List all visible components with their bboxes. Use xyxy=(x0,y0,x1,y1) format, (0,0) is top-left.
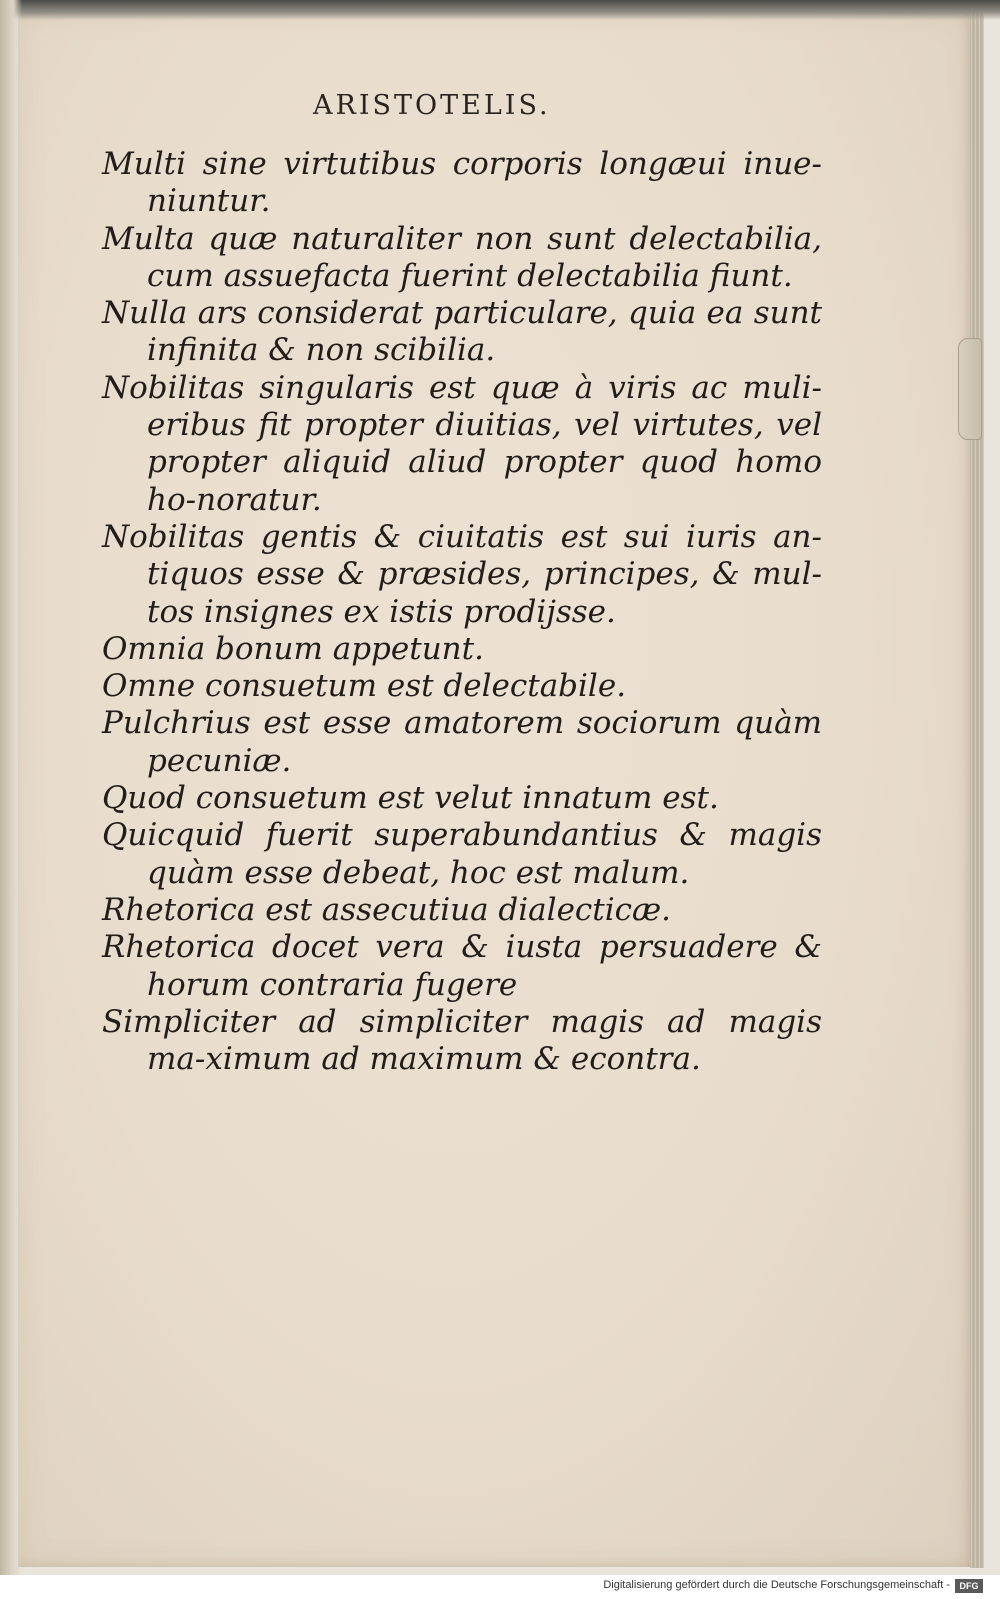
aphorism-entry: Nulla ars considerat particulare, quia ea sunt infinita & non scibilia. xyxy=(102,295,822,369)
page-tab-marker xyxy=(958,338,982,440)
aphorism-list xyxy=(102,146,822,1078)
aphorism-entry: Rhetorica est assecutiua dialecticæ. xyxy=(102,891,672,928)
top-binding-shadow xyxy=(0,0,1000,20)
running-head: ARISTOTELIS. xyxy=(313,90,551,121)
funding-credit: Digitalisierung gefördert durch die Deutsche Forschungsgemeinschaft - xyxy=(603,1579,950,1591)
aphorism-entry: Multi sine virtutibus corporis longæui inue-niuntur. xyxy=(102,146,822,220)
aphorism-entry: Quod consuetum est velut innatum est. xyxy=(102,780,719,817)
aphorism-entry: Multa quæ naturaliter non sunt delectabilia, cum assuefacta fuerint delectabilia fiunt. xyxy=(102,220,822,294)
aphorism-entry: Omne consuetum est delectabile. xyxy=(102,668,627,705)
aphorism-entry: Rhetorica docet vera & iusta persuadere & horum contraria fugere xyxy=(102,929,822,1003)
aphorism-entry: Pulchrius est esse amatorem sociorum quàm pecuniæ. xyxy=(102,705,822,779)
page-edges xyxy=(970,10,984,1568)
aphorism-entry: Nobilitas gentis & ciuitatis est sui iuris an-tiquos esse & præsides, principes, & mul-tos insignes ex istis prodijsse. xyxy=(102,518,822,630)
dfg-logo-icon: DFG xyxy=(955,1579,983,1593)
aphorism-entry: Simpliciter ad simpliciter magis ad magis ma-ximum ad maximum & econtra. xyxy=(102,1003,822,1078)
gutter-shadow xyxy=(0,0,22,1575)
aphorism-entry: Nobilitas singularis est quæ à viris ac muli-eribus fit propter diuitias, vel virtutes, vel propter aliquid aliud propter quod homo ho-noratur. xyxy=(102,369,822,518)
aphorism-entry: Omnia bonum appetunt. xyxy=(102,630,484,667)
aphorism-entry: Quicquid fuerit superabundantius & magis quàm esse debeat, hoc est malum. xyxy=(102,817,822,891)
